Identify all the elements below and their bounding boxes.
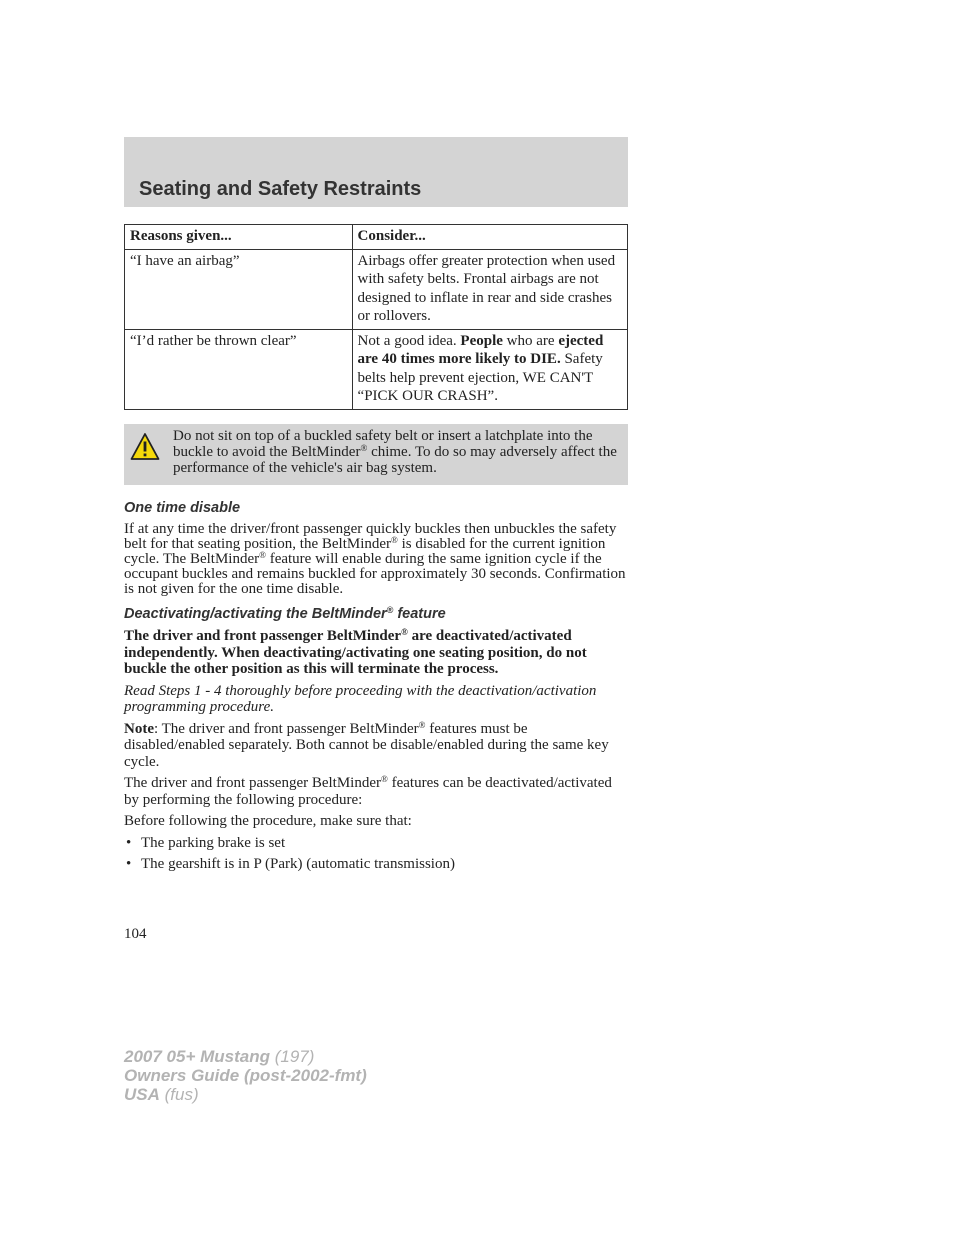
- registered-mark: ®: [401, 627, 408, 637]
- warning-box: [124, 424, 628, 485]
- precondition-list: [124, 835, 630, 873]
- consider-cell: Airbags offer greater protection when used with safety belts. Frontal airbags are not designed to inflate in rear and side crashes or rollovers.: [352, 249, 627, 329]
- registered-mark: ®: [386, 605, 394, 615]
- reason-cell: “I have an airbag”: [125, 249, 353, 329]
- footer-model: 2007 05+ Mustang: [124, 1047, 270, 1066]
- table-header-row: [125, 225, 628, 250]
- paragraph-text: : The driver and front passenger BeltMinder: [154, 720, 419, 737]
- footer-guide: Owners Guide (post-2002-fmt): [124, 1066, 367, 1085]
- section-header-band: [124, 137, 628, 207]
- document-footer: [124, 1047, 367, 1104]
- footer-market: USA: [124, 1085, 160, 1104]
- paragraph-text: are deactivated/activated independently. When deactivating/activating one seating position, do not buckle the other position as this will terminate the process.: [124, 628, 587, 677]
- procedure-paragraph: [124, 775, 630, 808]
- reasons-table: [124, 224, 628, 410]
- consider-emphasis: ejected are 40 times more likely to DIE.: [357, 332, 604, 367]
- footer-line: [124, 1085, 367, 1104]
- paragraph-text: The driver and front passenger BeltMinder: [124, 775, 381, 791]
- subheading-deactivating: [124, 606, 630, 622]
- subheading-one-time-disable: One time disable: [124, 500, 241, 516]
- consider-cell: [352, 329, 627, 409]
- registered-mark: ®: [259, 550, 266, 560]
- paragraph-text: is disabled for the current ignition cycle. The BeltMinder: [124, 536, 606, 567]
- paragraph-text: The driver and front passenger BeltMinder: [124, 628, 402, 644]
- note-label: Note: [124, 720, 154, 737]
- main-content: [124, 500, 630, 878]
- registered-mark: ®: [381, 774, 388, 784]
- one-time-disable-paragraph: [124, 522, 630, 597]
- footer-code: (197): [274, 1047, 315, 1066]
- registered-mark: ®: [391, 535, 398, 545]
- warning-triangle-icon: [130, 432, 160, 462]
- column-header-reasons: Reasons given...: [125, 225, 353, 250]
- paragraph-text: If at any time the driver/front passenger quickly buckles then unbuckles the safety belt for that seating position, the BeltMinder: [124, 521, 617, 552]
- warning-text: Do not sit on top of a buckled safety belt or insert a latchplate into the buckle to avoid the BeltMinder: [173, 428, 593, 460]
- list-item: • The gearshift is in P (Park) (automatic transmission): [124, 856, 630, 873]
- before-procedure-paragraph: Before following the procedure, make sure that:: [124, 813, 412, 829]
- consider-text: Not a good idea.: [357, 332, 457, 349]
- consider-text: Safety belts help prevent ejection, WE CAN'T “PICK OUR CRASH”.: [357, 351, 603, 404]
- page-number: 104: [124, 926, 147, 942]
- footer-code: (fus): [164, 1085, 199, 1104]
- consider-text: who are: [506, 332, 555, 349]
- reason-cell: “I’d rather be thrown clear”: [125, 329, 353, 409]
- section-title: Seating and Safety Restraints: [139, 178, 422, 200]
- table-row: [125, 249, 628, 329]
- italic-instruction-paragraph: Read Steps 1 - 4 thoroughly before proceeding with the deactivation/activation programming procedure.: [124, 682, 597, 715]
- warning-text: chime. To do so may adversely affect the performance of the vehicle's air bag system.: [173, 444, 617, 476]
- subheading-text: Deactivating/activating the BeltMinder: [124, 606, 387, 622]
- consider-emphasis: People: [460, 332, 503, 349]
- registered-mark: ®: [418, 719, 426, 730]
- column-header-consider: Consider...: [352, 225, 627, 250]
- paragraph-text: features can be deactivated/activated by performing the following procedure:: [124, 775, 612, 808]
- paragraph-text: feature will enable during the same ignition cycle if the occupant buckles and remains buckled for approximately 30 seconds. Confirmation is not given for the one time disable.: [124, 551, 626, 597]
- note-paragraph: [124, 721, 630, 771]
- bold-instruction-paragraph: [124, 628, 630, 678]
- list-item: • The parking brake is set: [124, 835, 630, 852]
- paragraph-text: features must be disabled/enabled separately. Both cannot be disable/enabled during the same key cycle.: [124, 720, 609, 770]
- subheading-text: feature: [397, 606, 446, 622]
- registered-mark: ®: [360, 443, 368, 453]
- table-row: [125, 329, 628, 409]
- footer-line: [124, 1066, 367, 1085]
- footer-line: [124, 1047, 367, 1066]
